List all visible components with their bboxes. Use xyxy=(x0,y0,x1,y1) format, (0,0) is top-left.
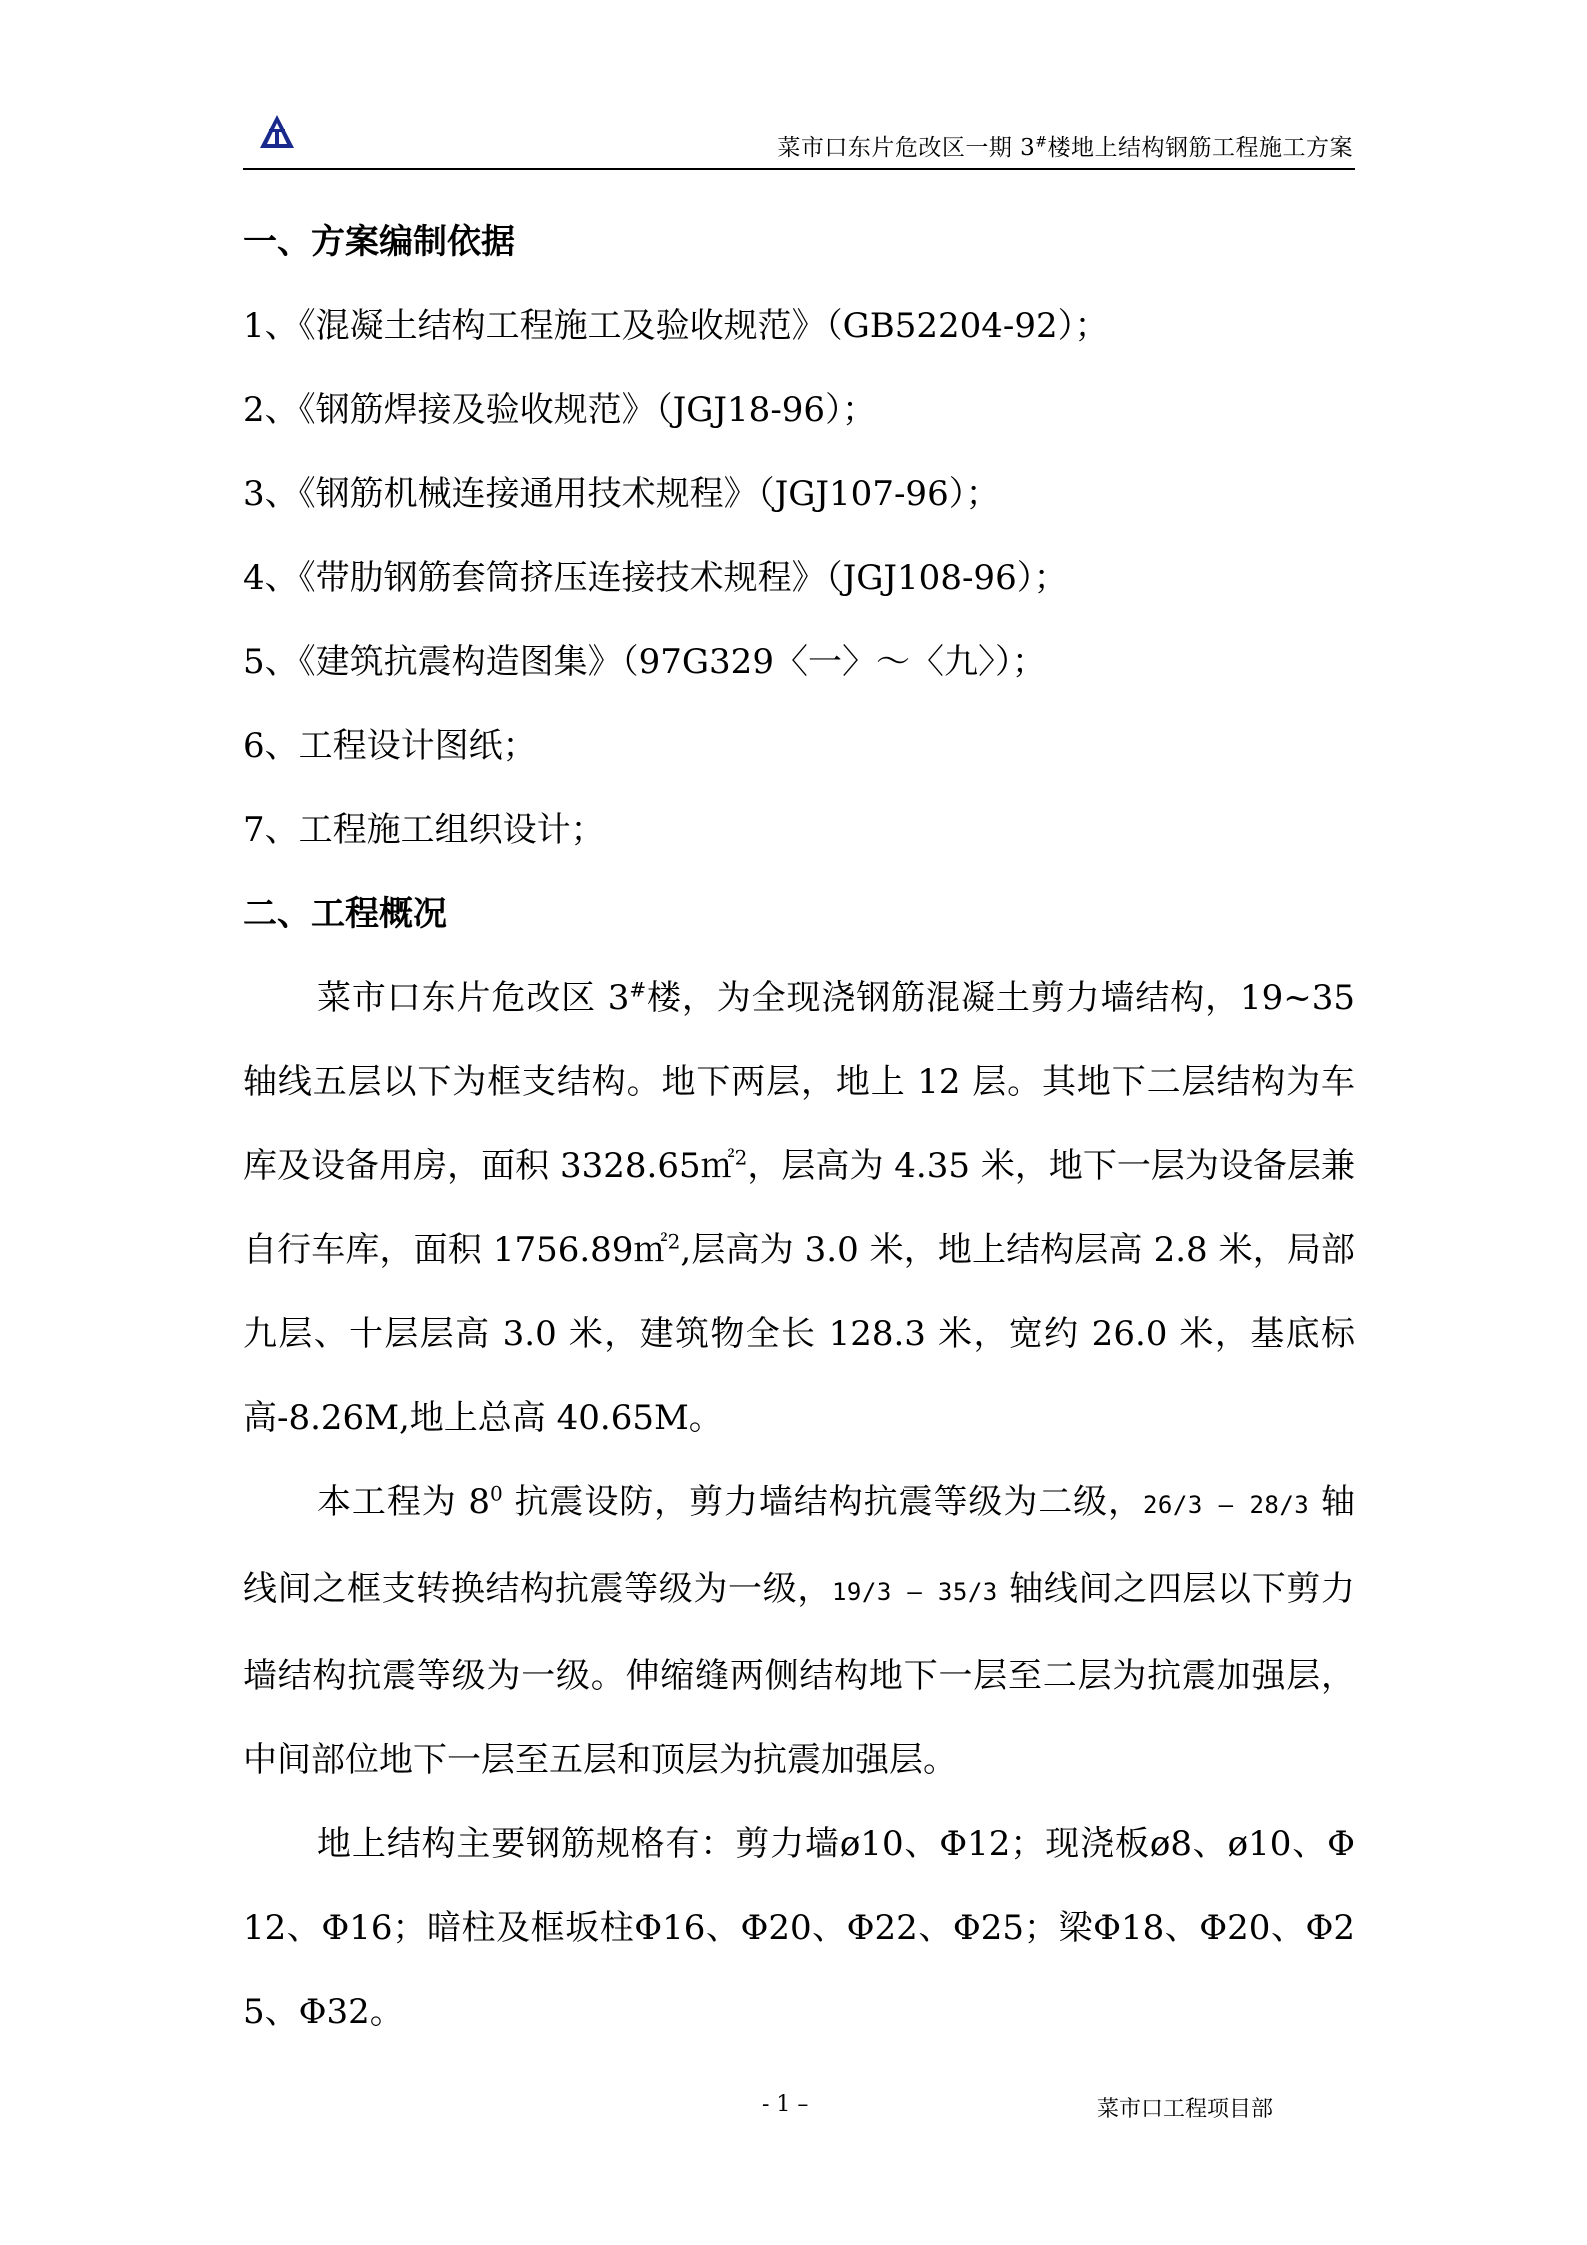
list-item: 6、工程设计图纸； xyxy=(243,726,537,766)
list-item: 3、《钢筋机械连接通用技术规程》（JGJ107-96）； xyxy=(243,474,1000,514)
footer-organization: 菜市口工程项目部 xyxy=(1097,2097,1274,2122)
document-title: 菜市口东片危改区一期 3#楼地上结构钢筋工程施工方案 xyxy=(777,134,1353,161)
list-item: 2、《钢筋焊接及验收规范》（JGJ18-96）； xyxy=(243,390,877,430)
list-item: 7、工程施工组织设计； xyxy=(243,810,605,850)
list-item: 4、《带肋钢筋套筒挤压连接技术规程》（JGJ108-96）； xyxy=(243,558,1068,598)
section-heading-overview: 二、工程概况 xyxy=(243,894,447,934)
paragraph-rebar-specs: 地上结构主要钢筋规格有：剪力墙ø10、Φ12；现浇板ø8、ø10、Φ12、Φ16；暗柱及框坂柱Φ16、Φ20、Φ22、Φ25；梁Φ18、Φ20、Φ25、Φ32。 xyxy=(243,1824,1355,2032)
document-body xyxy=(243,200,1355,2054)
page-footer xyxy=(0,2092,1587,2132)
page-header xyxy=(243,106,1355,170)
list-item: 1、《混凝土结构工程施工及验收规范》（GB52204-92）； xyxy=(243,306,1109,346)
page-number: - 1 – xyxy=(762,2092,809,2117)
list-item: 5、《建筑抗震构造图集》（97G329〈一〉～〈九〉）； xyxy=(243,642,1046,682)
paragraph-seismic: 本工程为 $8^0$ 抗震设防，剪力墙结构抗震等级为二级，26/3 – 28/3 轴线间之框支转换结构抗震等级为一级，19/3 – 35/3 轴线间之四层以下剪力墙结构抗震等级为一级。伸缩缝两侧结构地下一层至二层为抗震加强层，中间部位地下一层至五层和顶层为抗震加强层。 xyxy=(243,1481,1355,1780)
section-heading-basis: 一、方案编制依据 xyxy=(243,222,515,262)
company-logo-icon xyxy=(257,112,297,152)
paragraph-overview: 菜市口东片危改区 3#楼，为全现浇钢筋混凝土剪力墙结构，19~35 轴线五层以下为框支结构。地下两层，地上 12 层。其地下二层结构为车库及设备用房，面积 3328.65㎡$^2$，层高为 4.35 米，地下一层为设备层兼自行车库，面积 1756.89㎡$^2$,层高为 3.0 米，地上结构层高 2.8 米，局部九层、十层层高 3.0 米，建筑物全长 128.3 米，宽约 26.0 米，基底标高-8.26M,地上总高 40.65M。 xyxy=(243,977,1356,1438)
